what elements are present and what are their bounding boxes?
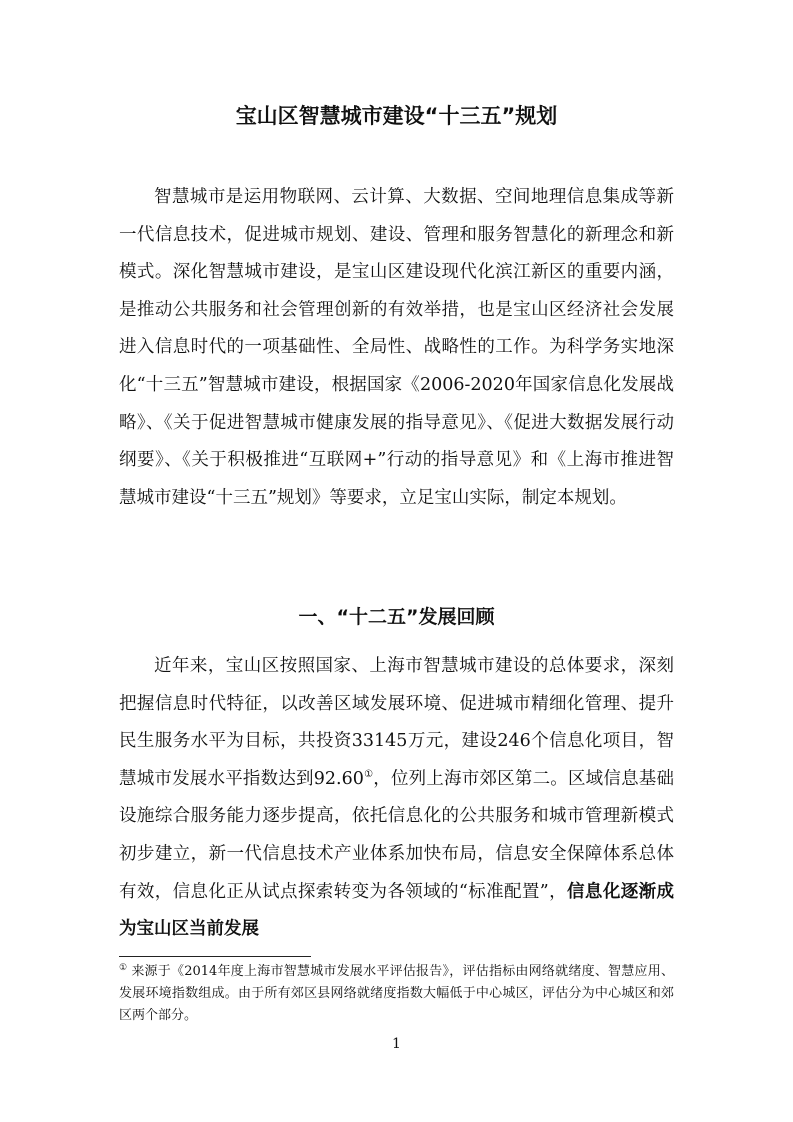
footnote bbox=[119, 961, 674, 1027]
intro-paragraph: 智慧城市是运用物联网、云计算、大数据、空间地理信息集成等新一代信息技术，促进城市规划、建设、管理和服务智慧化的新理念和新模式。深化智慧城市建设，是宝山区建设现代化滨江新区的重要内涵，是推动公共服务和社会管理创新的有效举措，也是宝山区经济社会发展进入信息时代的一项基础性、全局性、战略性的工作。为科学务实地深化“十三五”智慧城市建设，根据国家《2006-2020年国家信息化发展战略》、《关于促进智慧城市健康发展的指导意见》、《促进大数据发展行动纲要》、《关于积极推进“互联网+”行动的指导意见》和《上海市推进智慧城市建设“十三五”规划》等要求，立足宝山实际，制定本规划。 bbox=[119, 187, 674, 508]
section-paragraph-text: 近年来，宝山区按照国家、上海市智慧城市建设的总体要求，深刻把握信息时代特征，以改善区域发展环境、促进城市精细化管理、提升民生服务水平为目标，共投资33145万元，建设246个信息化项目，智慧城市发展水平指数达到92.60 bbox=[119, 656, 674, 789]
footnote-text: 来源于《2014年度上海市智慧城市发展水平评估报告》，评估指标由网络就绪度、智慧应用、发展环境指数组成。由于所有郊区县网络就绪度指数大幅低于中心城区，评估分为中心城区和郊区两个部分。 bbox=[119, 964, 674, 1023]
footnote-divider bbox=[119, 956, 311, 957]
page-number: 1 bbox=[392, 1036, 401, 1052]
document-title: 宝山区智慧城市建设“十三五”规划 bbox=[235, 104, 558, 128]
section-paragraph-text-continued: ，位列上海市郊区第二。区域信息基础设施综合服务能力逐步提高，依托信息化的公共服务和城市管理新模式初步建立，新一代信息技术产业体系加快布局，信息安全保障体系总体有效，信息化正从试点探索转变为各领域的“标准配置”， bbox=[119, 768, 675, 902]
section-paragraph bbox=[119, 648, 674, 949]
footnote-reference[interactable]: ① bbox=[363, 768, 374, 780]
section-paragraph-bold-text: 信息化逐渐成为宝山区当前发展 bbox=[119, 881, 674, 940]
footnote-marker: ① bbox=[119, 962, 128, 973]
section-heading: 一、“十二五”发展回顾 bbox=[298, 606, 495, 628]
